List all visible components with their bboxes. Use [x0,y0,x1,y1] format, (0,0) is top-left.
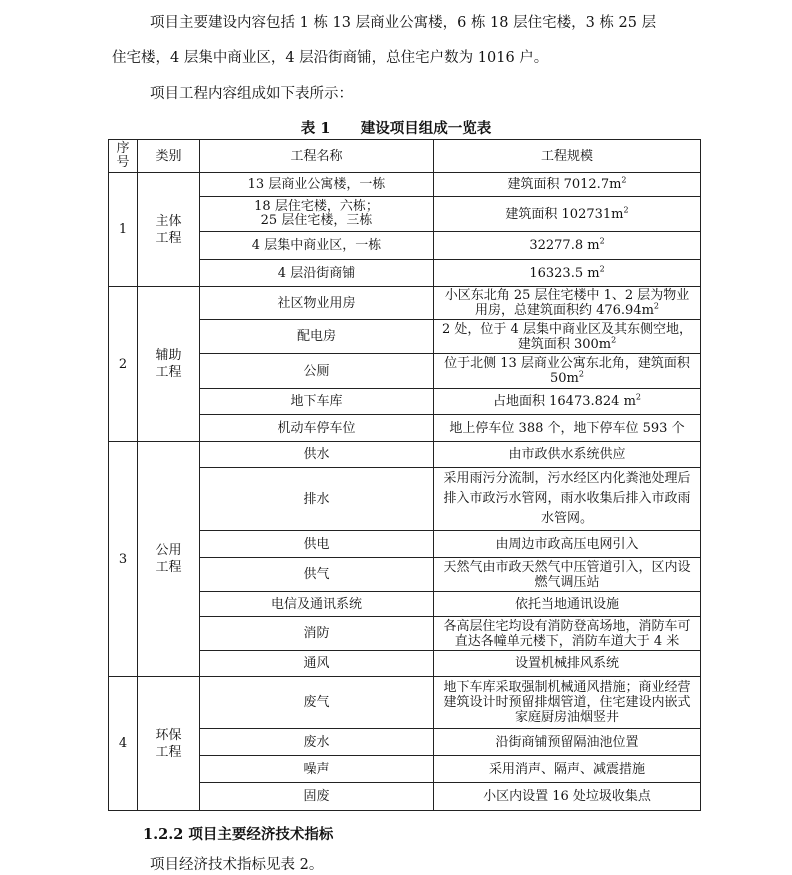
row-scale-text: 32277.8 m [529,238,600,253]
intro-paragraph-line-2: 住宅楼，4 层集中商业区，4 层沿街商铺，总住宅户数为 1016 户。 [112,50,549,66]
row-scale: 由周边市政高压电网引入 [434,531,701,558]
superscript: 2 [621,175,627,185]
row-scale-text: 建筑面积 102731m [505,206,624,222]
row-scale-text: 小区东北角 25 层住宅楼中 1、2 层为物业用房，总建筑面积约 476.94m [444,288,690,318]
row-name: 废气 [200,677,434,729]
group-category [138,173,200,287]
header-category: 类别 [138,140,200,173]
superscript: 2 [578,369,584,379]
row-name: 供水 [200,442,434,468]
row-name-line-1: 18 层住宅楼，六栋； [254,199,379,214]
row-scale: 设置机械排风系统 [434,651,701,677]
group-seq: 1 [109,173,138,287]
header-seq [109,140,138,173]
row-scale: 小区内设置 16 处垃圾收集点 [434,783,701,811]
row-name [200,197,434,232]
group-category-line-2: 工程 [155,744,182,760]
table-row [109,677,701,729]
section-paragraph: 项目经济技术指标见表 2。 [150,857,324,873]
group-seq: 2 [109,287,138,442]
row-scale [434,260,701,287]
row-scale: 采用雨污分流制，污水经区内化粪池处理后排入市政污水管网，雨水收集后排入市政雨水管网。 [434,468,701,531]
row-name: 社区物业用房 [200,287,434,320]
group-category-line-2: 工程 [155,560,182,575]
row-scale: 依托当地通讯设施 [434,592,701,617]
intro-paragraph-line-1: 项目主要建设内容包括 1 栋 13 层商业公寓楼，6 栋 18 层住宅楼，3 栋 25 层 [150,15,657,31]
row-scale [434,232,701,260]
row-name: 4 层沿街商铺 [200,260,434,287]
group-seq: 4 [109,677,138,811]
row-name: 供气 [200,558,434,592]
row-name: 废水 [200,729,434,756]
group-seq: 3 [109,442,138,677]
row-scale-text: 2 处，位于 4 层集中商业区及其东侧空地，建筑面积 300m [442,321,692,352]
superscript: 2 [623,205,629,215]
row-scale: 各高层住宅均设有消防登高场地，消防车可直达各幢单元楼下，消防车道大于 4 米 [434,617,701,651]
table-intro-paragraph: 项目工程内容组成如下表所示： [150,86,353,102]
group-category-line-1: 主体 [155,213,182,229]
section-heading: 1.2.2 项目主要经济技术指标 [143,826,334,843]
row-name: 通风 [200,651,434,677]
row-name: 供电 [200,531,434,558]
row-scale: 地上停车位 388 个，地下停车位 593 个 [434,415,701,442]
table-row [109,287,701,320]
row-scale [434,354,701,389]
group-category [138,442,200,677]
row-scale-text: 建筑面积 7012.7m [507,177,622,192]
group-category-line-1: 辅助 [155,348,182,363]
group-category-line-2: 工程 [155,365,182,380]
superscript: 2 [611,335,617,345]
header-project-name: 工程名称 [200,140,434,173]
project-composition-table [108,139,701,811]
table-row [109,173,701,197]
row-scale-text: 占地面积 16473.824 m [493,394,636,409]
row-scale-text: 位于北侧 13 层商业公寓东北角，建筑面积 50m [444,356,690,386]
row-name: 13 层商业公寓楼，一栋 [200,173,434,197]
row-name: 公厕 [200,354,434,389]
group-category-line-1: 公用 [155,543,182,558]
row-scale: 天然气由市政天然气中压管道引入，区内设燃气调压站 [434,558,701,592]
superscript: 2 [599,264,605,274]
group-category-line-2: 工程 [155,230,182,246]
row-name: 机动车停车位 [200,415,434,442]
row-name: 4 层集中商业区，一栋 [200,232,434,260]
header-seq-line-2: 号 [116,155,130,170]
group-category [138,677,200,811]
superscript: 2 [635,392,641,402]
row-scale: 沿街商铺预留隔油池位置 [434,729,701,756]
superscript: 2 [599,236,605,246]
row-name: 排水 [200,468,434,531]
row-scale: 采用消声、隔声、减震措施 [434,756,701,783]
row-name: 配电房 [200,320,434,354]
row-name: 地下车库 [200,389,434,415]
header-project-scale: 工程规模 [434,140,701,173]
row-name: 固废 [200,783,434,811]
row-name: 电信及通讯系统 [200,592,434,617]
row-scale [434,197,701,232]
group-category [138,287,200,442]
row-scale [434,389,701,415]
group-category-line-1: 环保 [155,727,182,743]
row-scale-text: 16323.5 m [529,265,600,281]
row-scale: 由市政供水系统供应 [434,442,701,468]
row-name: 消防 [200,617,434,651]
row-name-line-2: 25 层住宅楼，三栋 [260,213,373,228]
table-caption: 表 1 建设项目组成一览表 [300,120,492,137]
table-row [109,442,701,468]
row-scale [434,173,701,197]
table-header-row [109,140,701,173]
row-scale: 地下车库采取强制机械通风措施；商业经营建筑设计时预留排烟管道，住宅建设内嵌式家庭厨房油烟竖井 [434,677,701,729]
row-scale [434,320,701,354]
superscript: 2 [653,301,660,311]
header-seq-line-1: 序 [116,141,130,156]
row-name: 噪声 [200,756,434,783]
row-scale [434,287,701,320]
